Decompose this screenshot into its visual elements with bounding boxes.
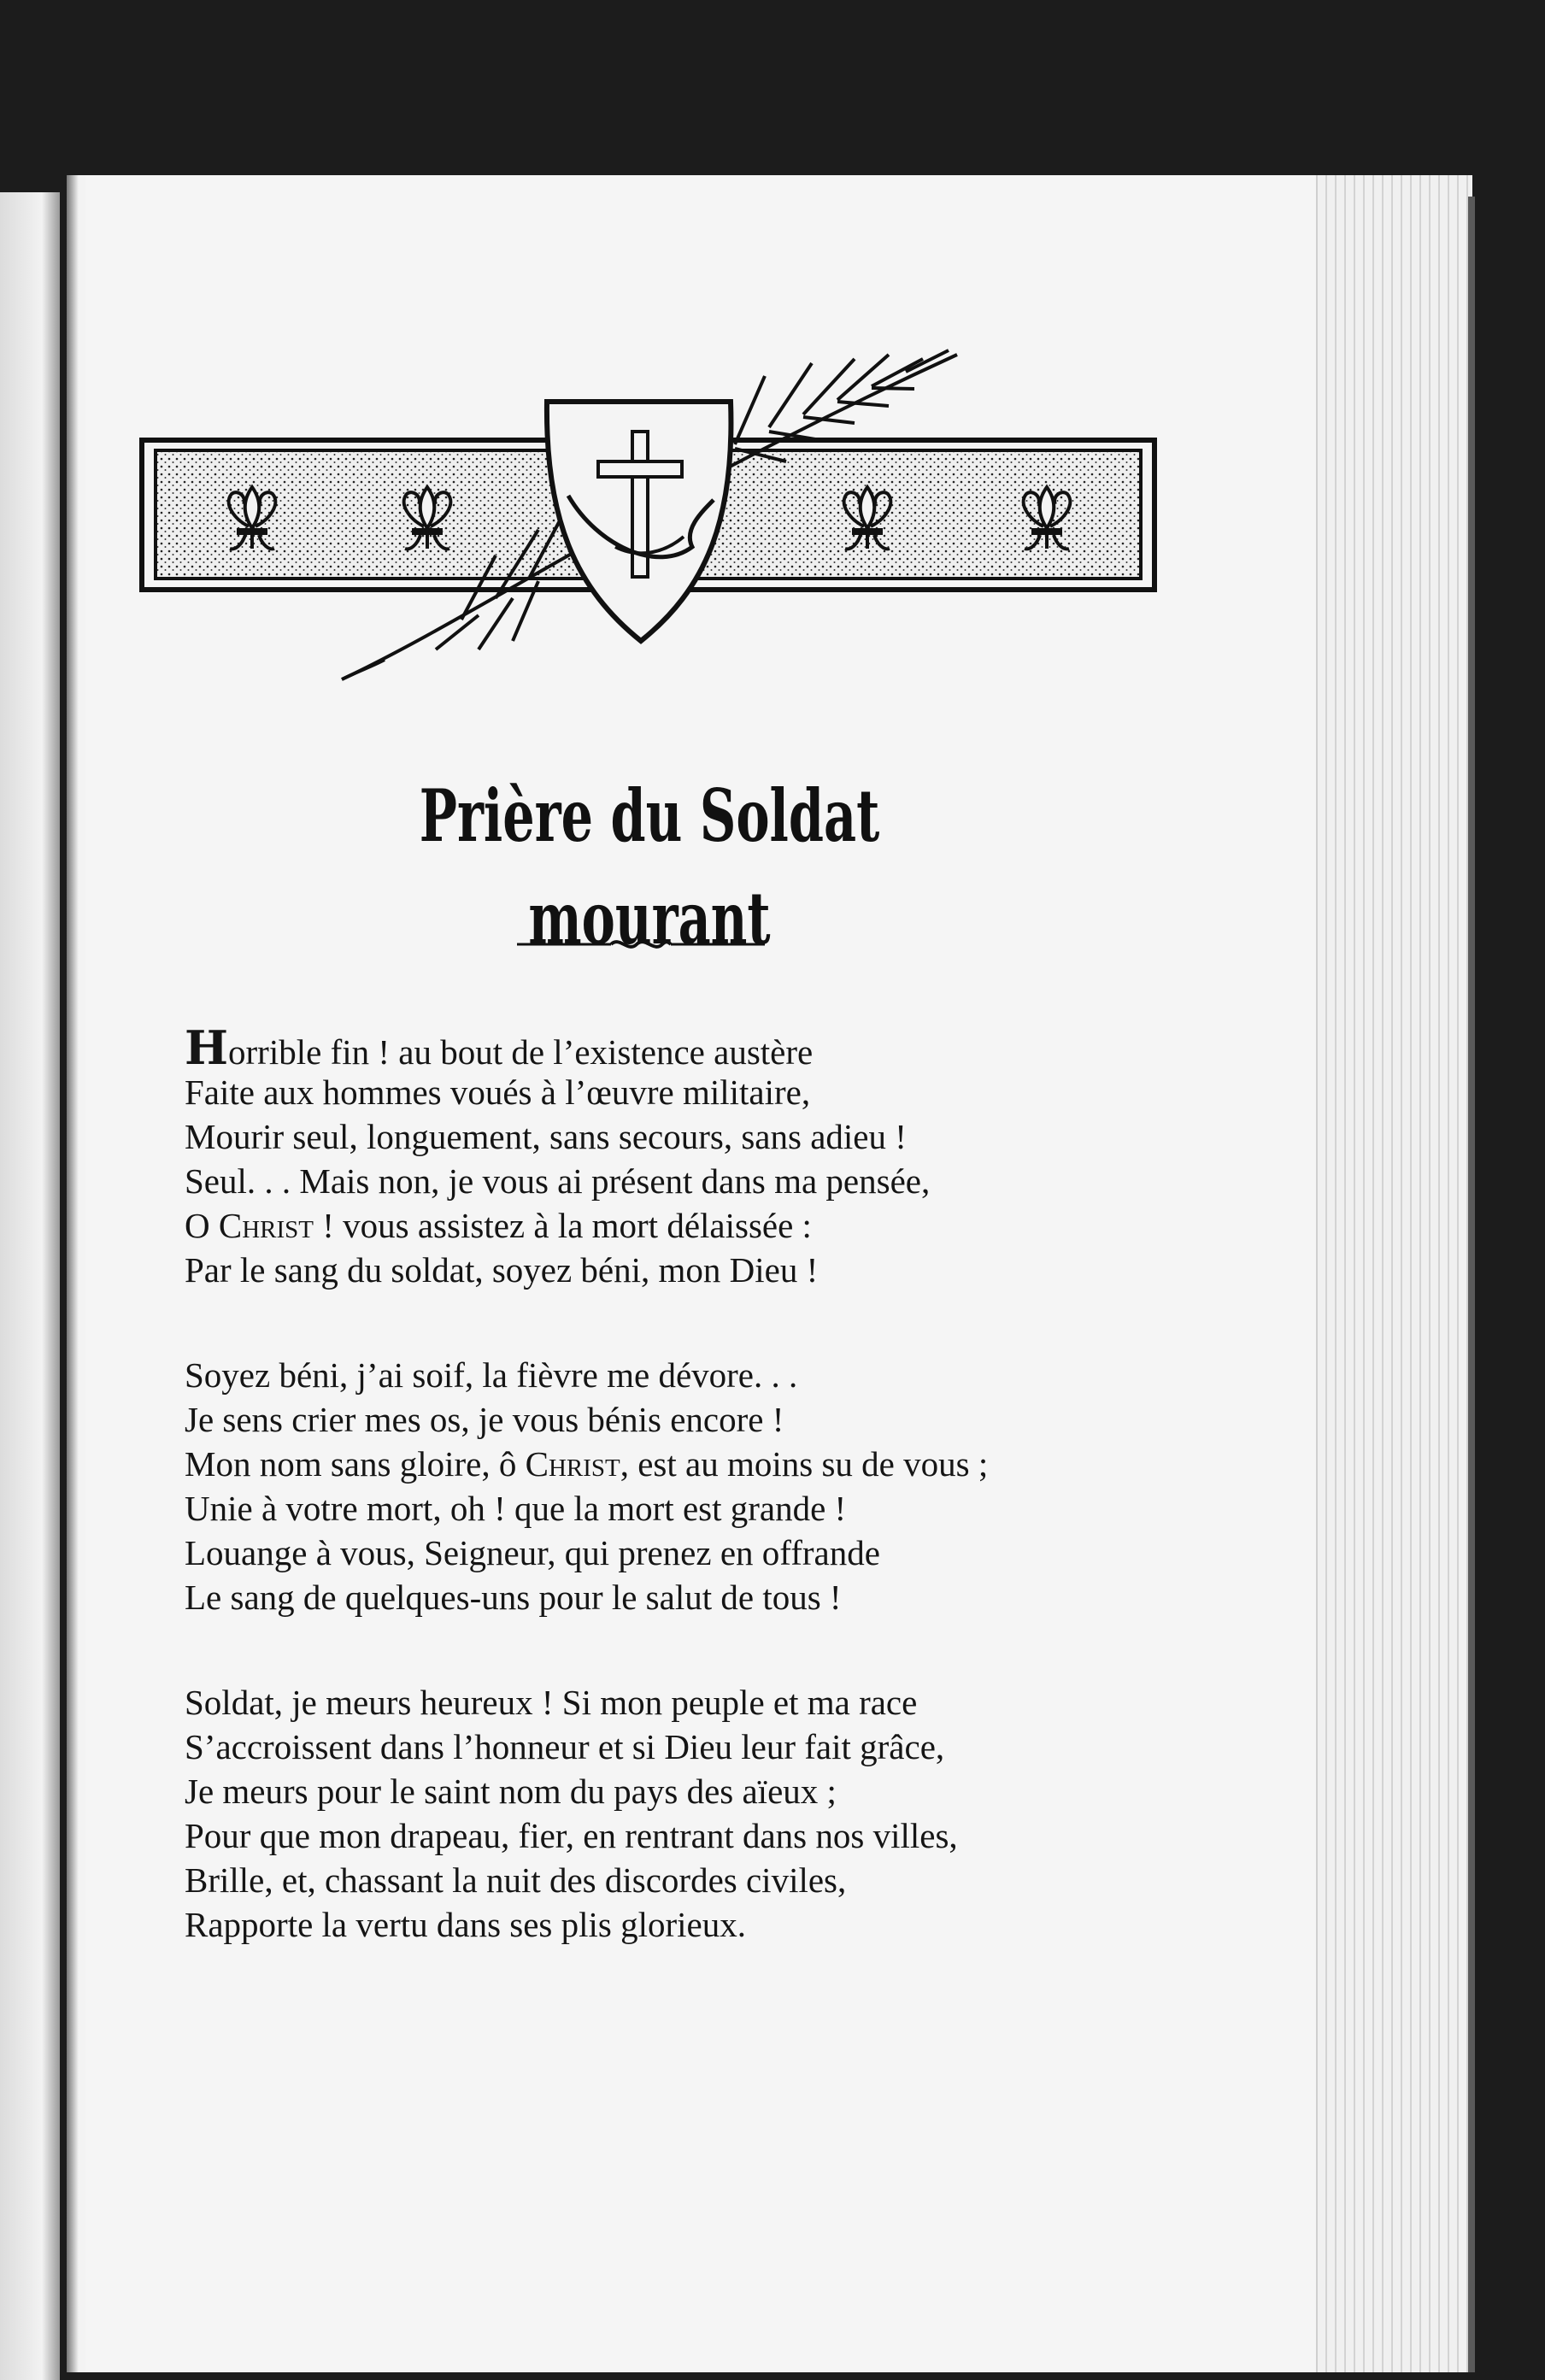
- book-edge-shadow: [1468, 197, 1475, 2372]
- poem-line: Seul. . . Mais non, je vous ai présent dans ma pensée,: [185, 1161, 931, 1201]
- previous-page-edge: [0, 192, 60, 2380]
- poem-line: Pour que mon drapeau, fier, en rentrant dans nos villes,: [185, 1816, 958, 1855]
- line-text: , est au moins su de vous ;: [620, 1444, 989, 1484]
- poem-line: Je meurs pour le saint nom du pays des aïeux ;: [185, 1772, 837, 1811]
- poem-line: Unie à votre mort, oh ! que la mort est grande !: [185, 1489, 847, 1528]
- poem-line: S’accroissent dans l’honneur et si Dieu leur fait grâce,: [185, 1727, 945, 1766]
- stanza-3: [185, 1680, 1142, 1947]
- spine-shadow: [67, 175, 79, 2372]
- drop-cap-initial: H: [185, 1020, 229, 1075]
- line-text: O: [185, 1206, 219, 1245]
- small-caps-word: Christ: [525, 1444, 620, 1484]
- poem-line: Faite aux hommes voués à l’œuvre militaire,: [185, 1072, 811, 1112]
- small-caps-word: Christ: [218, 1206, 314, 1245]
- stanza-1: [185, 1020, 1142, 1292]
- poem-line: [185, 1020, 1142, 1075]
- poem-line: Mourir seul, longuement, sans secours, sans adieu !: [185, 1117, 907, 1156]
- headpiece-ornament: [137, 342, 1162, 735]
- poem-line: Le sang de quelques-uns pour le salut de tous !: [185, 1578, 842, 1617]
- line-text: ! vous assistez à la mort délaissée :: [314, 1206, 812, 1245]
- stanza-2: [185, 1353, 1142, 1619]
- poem-line: Rapporte la vertu dans ses plis glorieux.: [185, 1905, 747, 1944]
- page-title: Prière du Soldat mourant: [419, 773, 880, 961]
- poem-line: Je sens crier mes os, je vous bénis encore !: [185, 1400, 784, 1439]
- line-text: Mon nom sans gloire, ô: [185, 1444, 526, 1484]
- cross-shield-icon: [547, 402, 731, 641]
- poem-line: [185, 1203, 1142, 1248]
- poem-line: Soldat, je meurs heureux ! Si mon peuple et ma race: [185, 1683, 918, 1722]
- poem-line: Soyez béni, j’ai soif, la fièvre me dévore. . .: [185, 1355, 798, 1395]
- poem-line: Louange à vous, Seigneur, qui prenez en offrande: [185, 1533, 880, 1572]
- line-text: orrible fin ! au bout de l’existence austère: [228, 1032, 814, 1072]
- poem-line: Brille, et, chassant la nuit des discordes civiles,: [185, 1860, 847, 1900]
- page-stack-edges: [1316, 175, 1472, 2372]
- poem-line: Par le sang du soldat, soyez béni, mon Dieu !: [185, 1250, 819, 1290]
- poem-line: [185, 1442, 1142, 1486]
- poem: [185, 1020, 1142, 2007]
- title-divider-ornament: [513, 931, 769, 957]
